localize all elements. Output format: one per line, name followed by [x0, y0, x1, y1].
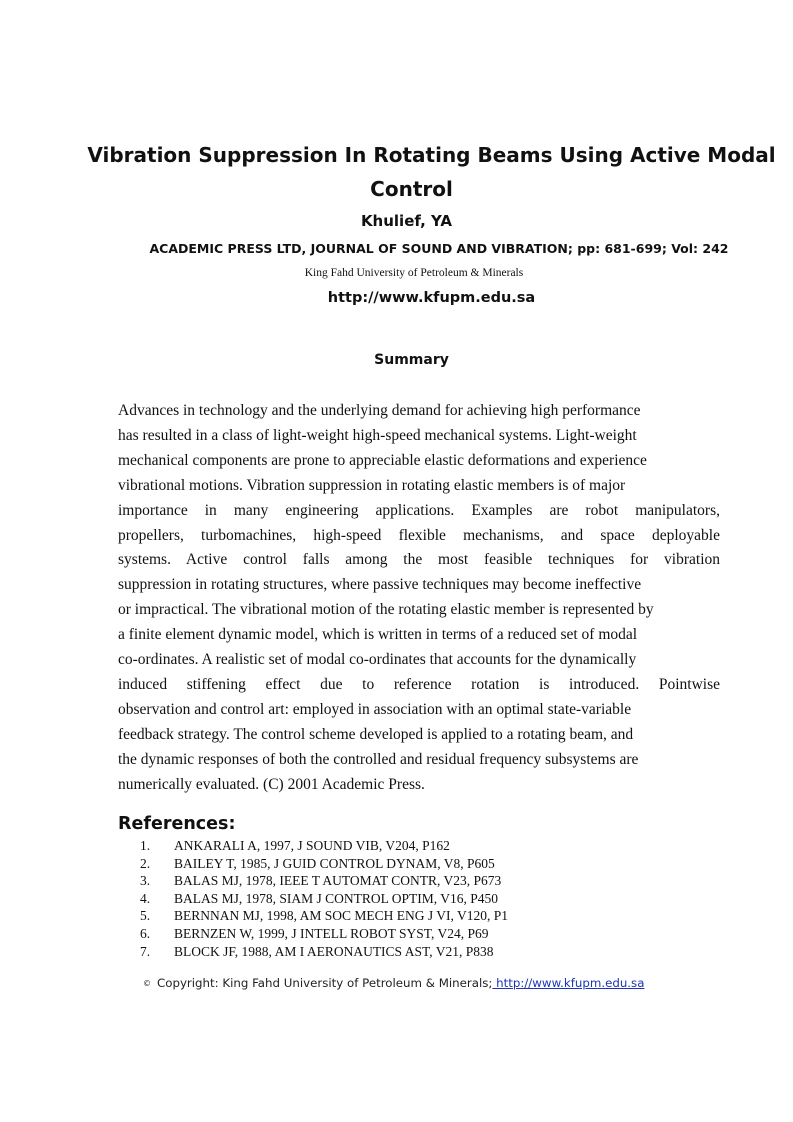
summary-line: systems. Active control falls among the most feasible techniques for vibration [118, 551, 720, 569]
reference-item [118, 837, 678, 855]
summary-heading: Summary [374, 352, 449, 368]
summary-line: or impractical. The vibrational motion of the rotating elastic member is represented by [118, 601, 654, 619]
reference-text: ANKARALI A, 1997, J SOUND VIB, V204, P162 [174, 838, 450, 853]
author: Khulief, YA [360, 212, 453, 230]
summary-line: a finite element dynamic model, which is written in terms of a reduced set of modal [118, 626, 638, 644]
summary-line: mechanical components are prone to appreciable elastic deformations and experience [118, 451, 647, 469]
reference-item [118, 925, 678, 943]
reference-text: BAILEY T, 1985, J GUID CONTROL DYNAM, V8, P605 [174, 855, 495, 871]
reference-text: BLOCK JF, 1988, AM I AERONAUTICS AST, V21, P838 [174, 943, 494, 959]
summary-line: propellers, turbomachines, high-speed flexible mechanisms, and space deployable [118, 526, 720, 544]
reference-text: BERNNAN MJ, 1998, AM SOC MECH ENG J VI, V120, P1 [174, 908, 509, 924]
summary-line: Advances in technology and the underlying demand for achieving high performance [118, 402, 641, 419]
reference-number: 6. [140, 925, 151, 941]
reference-number: 3. [140, 873, 151, 889]
reference-item [118, 943, 678, 961]
title-line-2: Control [370, 177, 453, 201]
journal-info: ACADEMIC PRESS LTD, JOURNAL OF SOUND AND VIBRATION; pp: 681-699; Vol: 242 [149, 241, 729, 256]
summary-line: suppression in rotating structures, where passive techniques may become ineffective [118, 576, 642, 594]
references-heading: References: [118, 814, 236, 834]
summary-line: the dynamic responses of both the controlled and residual frequency subsystems are [118, 750, 639, 768]
website-url[interactable]: http://www.kfupm.edu.sa [327, 290, 536, 306]
summary-line: vibrational motions. Vibration suppression in rotating elastic members is of major [118, 476, 626, 494]
summary-line: observation and control art: employed in association with an optimal state-variable [118, 700, 632, 718]
references-list [118, 837, 678, 960]
reference-number: 1. [140, 838, 151, 853]
summary-line: importance in many engineering applications. Examples are robot manipulators, [118, 501, 720, 519]
summary-line: feedback strategy. The control scheme developed is applied to a rotating beam, and [118, 725, 634, 743]
summary-line: induced stiffening effect due to reference rotation is introduced. Pointwise [118, 675, 720, 693]
summary-line: has resulted in a class of light-weight high-speed mechanical systems. Light-weight [118, 426, 637, 444]
footer-link[interactable]: http://www.kfupm.edu.sa [492, 976, 645, 990]
reference-number: 2. [140, 855, 151, 871]
summary-body [118, 399, 720, 798]
copyright-footer [143, 976, 644, 990]
copyright-text: Copyright: King Fahd University of Petroleum & Minerals; [157, 976, 493, 990]
reference-item [118, 890, 678, 908]
reference-text: BALAS MJ, 1978, SIAM J CONTROL OPTIM, V16, P450 [174, 890, 499, 906]
copyright-symbol: © [143, 979, 151, 988]
title-line-1: Vibration Suppression In Rotating Beams Using Active Modal [87, 143, 776, 167]
reference-item [118, 855, 678, 873]
reference-text: BERNZEN W, 1999, J INTELL ROBOT SYST, V24, P69 [174, 925, 489, 941]
reference-text: BALAS MJ, 1978, IEEE T AUTOMAT CONTR, V23, P673 [174, 873, 502, 889]
institution: King Fahd University of Petroleum & Minerals [304, 267, 524, 279]
reference-number: 5. [140, 908, 151, 924]
summary-line: co-ordinates. A realistic set of modal co-ordinates that accounts for the dynamically [118, 651, 637, 669]
reference-item [118, 872, 678, 890]
summary-line: numerically evaluated. (C) 2001 Academic Press. [118, 775, 425, 793]
reference-number: 4. [140, 890, 151, 906]
reference-item [118, 907, 678, 925]
paper-title [0, 138, 793, 206]
reference-number: 7. [140, 943, 151, 959]
